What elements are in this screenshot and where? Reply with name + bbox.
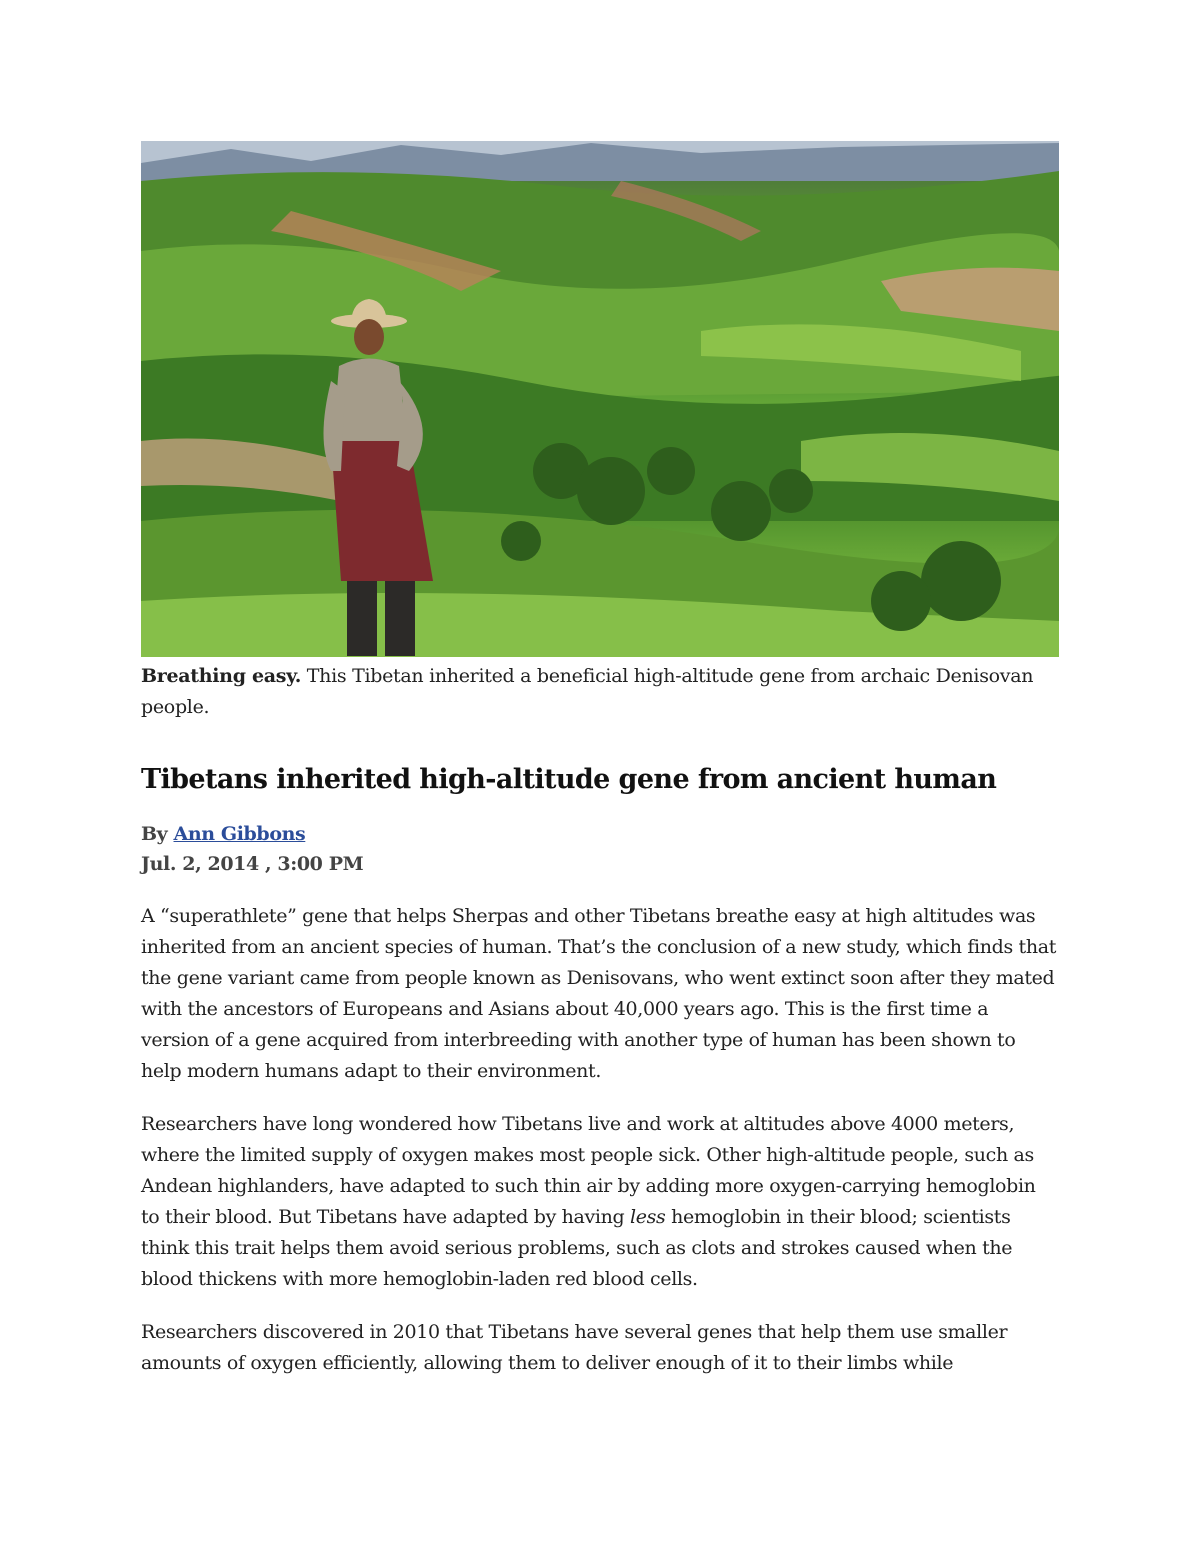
article-photo [141, 141, 1059, 657]
article-title: Tibetans inherited high-altitude gene from ancient human [141, 764, 997, 795]
photo-caption [141, 661, 1059, 723]
body-paragraph-2 [141, 1109, 1059, 1295]
byline-prefix: By [141, 823, 174, 845]
caption-lead: Breathing easy. [141, 665, 302, 687]
paragraph-2-text-after: hemoglobin in their blood; scientists think this trait helps them avoid serious problems, such as clots and strokes caused when the blood thickens with more hemoglobin-laden red blood cells. [141, 1206, 1013, 1290]
paragraph-2-text-before: Researchers have long wondered how Tibetans live and work at altitudes above 4000 meters, where the limited supply of oxygen makes most people sick. Other high-altitude people, such as Andean highlanders, have adapted to such thin air by adding more oxygen-carrying hemoglobin to their blood. But Tibetans have adapted by having [141, 1113, 1036, 1228]
document-page [141, 141, 1059, 1379]
byline [141, 819, 1059, 849]
publish-date: Jul. 2, 2014 , 3:00 PM [141, 853, 364, 875]
body-paragraph-3: Researchers discovered in 2010 that Tibetans have several genes that help them use smaller amounts of oxygen efficiently, allowing them to deliver enough of it to their limbs while [141, 1321, 1008, 1374]
paragraph-2-emphasis: less [630, 1206, 666, 1228]
caption-text: This Tibetan inherited a beneficial high-altitude gene from archaic Denisovan people. [141, 665, 1034, 718]
author-link[interactable]: Ann Gibbons [173, 823, 306, 845]
landscape-illustration [141, 141, 1059, 657]
body-paragraph-1: A “superathlete” gene that helps Sherpas and other Tibetans breathe easy at high altitudes was inherited from an ancient species of human. That’s the conclusion of a new study, which finds that the gene variant came from people known as Denisovans, who went extinct soon after they mated with the ancestors of Europeans and Asians about 40,000 years ago. This is the first time a version of a gene acquired from interbreeding with another type of human has been shown to help modern humans adapt to their environment. [141, 905, 1056, 1082]
